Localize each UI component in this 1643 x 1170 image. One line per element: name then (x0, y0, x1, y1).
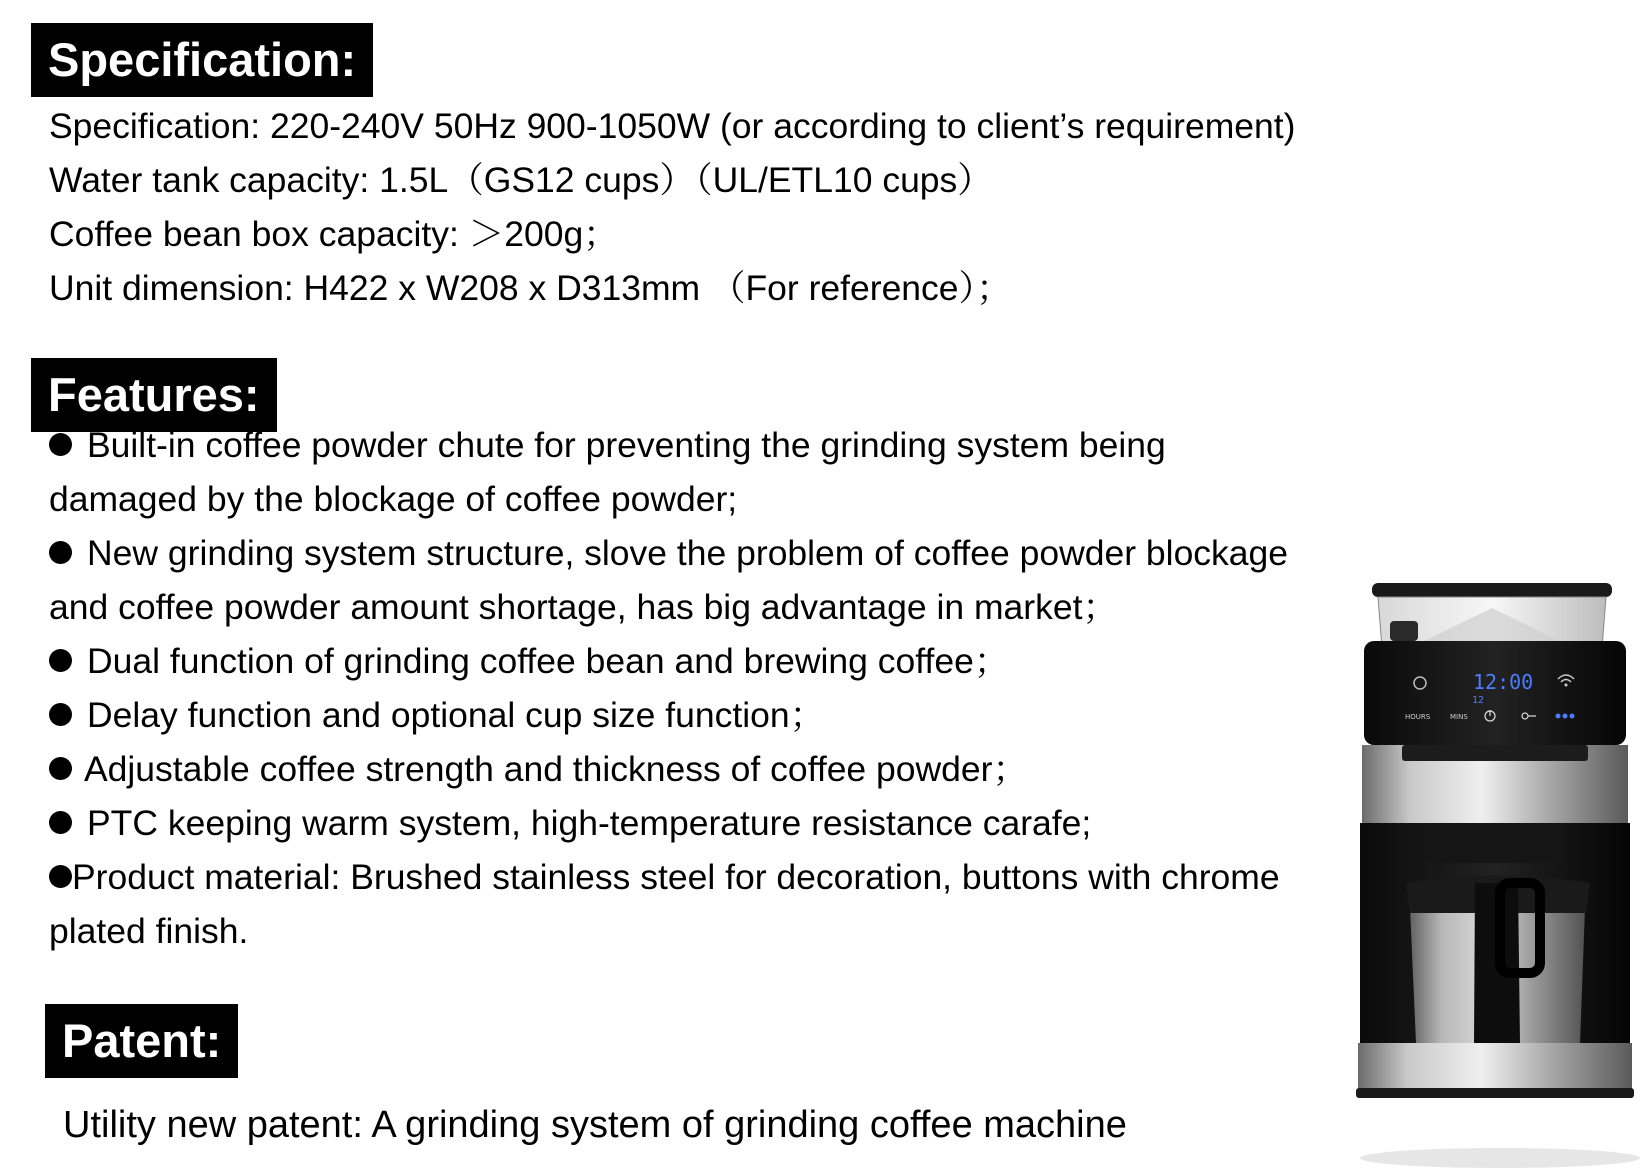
bullet-icon (49, 541, 72, 564)
bullet-icon (49, 703, 72, 726)
display-time: 12:00 (1473, 670, 1534, 694)
display-sub: 12 (1472, 695, 1485, 706)
feature-item (49, 688, 825, 742)
feature-item-continuation: plated finish. (49, 911, 249, 951)
feature-text: Adjustable coffee strength and thickness of coffee powder； (84, 749, 1028, 789)
coffee-machine-image (1350, 583, 1640, 1170)
feature-text: PTC keeping warm system, high-temperature resistance carafe; (87, 803, 1092, 843)
feature-text: Delay function and optional cup size function； (87, 695, 826, 735)
features-heading: Features: (31, 358, 277, 432)
spec-line-power: Specification: 220-240V 50Hz 900-1050W (or according to client’s requirement) (49, 106, 1296, 146)
bullet-icon (49, 865, 72, 888)
mins-label: MINS (1450, 713, 1468, 721)
feature-item (49, 418, 1166, 472)
spec-line-dimension: Unit dimension: H422 x W208 x D313mm （For reference）； (49, 268, 1012, 308)
hours-label: HOURS (1405, 713, 1431, 721)
feature-item (49, 742, 1028, 796)
spec-line-water-tank: Water tank capacity: 1.5L（GS12 cups）（UL/ETL10 cups） (49, 160, 993, 200)
bullet-icon (49, 433, 72, 456)
feature-text: Built-in coffee powder chute for preventing the grinding system being (87, 425, 1166, 465)
feature-item (49, 850, 1280, 904)
feature-item (49, 526, 1288, 580)
feature-text: Dual function of grinding coffee bean and brewing coffee； (87, 641, 1010, 681)
feature-text: New grinding system structure, slove the problem of coffee powder blockage (87, 533, 1289, 573)
bullet-icon (49, 757, 72, 780)
specification-heading: Specification: (31, 23, 373, 97)
bullet-icon (49, 649, 72, 672)
patent-heading: Patent: (45, 1004, 238, 1078)
feature-item-continuation: damaged by the blockage of coffee powder; (49, 479, 738, 519)
bullet-icon (49, 811, 72, 834)
feature-text: Product material: Brushed stainless steel for decoration, buttons with chrome (72, 857, 1280, 897)
feature-item-continuation: and coffee powder amount shortage, has big advantage in market； (49, 587, 1118, 627)
spec-line-bean-box: Coffee bean box capacity: ＞200g； (49, 214, 619, 254)
patent-text: Utility new patent: A grinding system of grinding coffee machine (63, 1104, 1127, 1146)
feature-item (49, 634, 1009, 688)
feature-item (49, 796, 1091, 850)
